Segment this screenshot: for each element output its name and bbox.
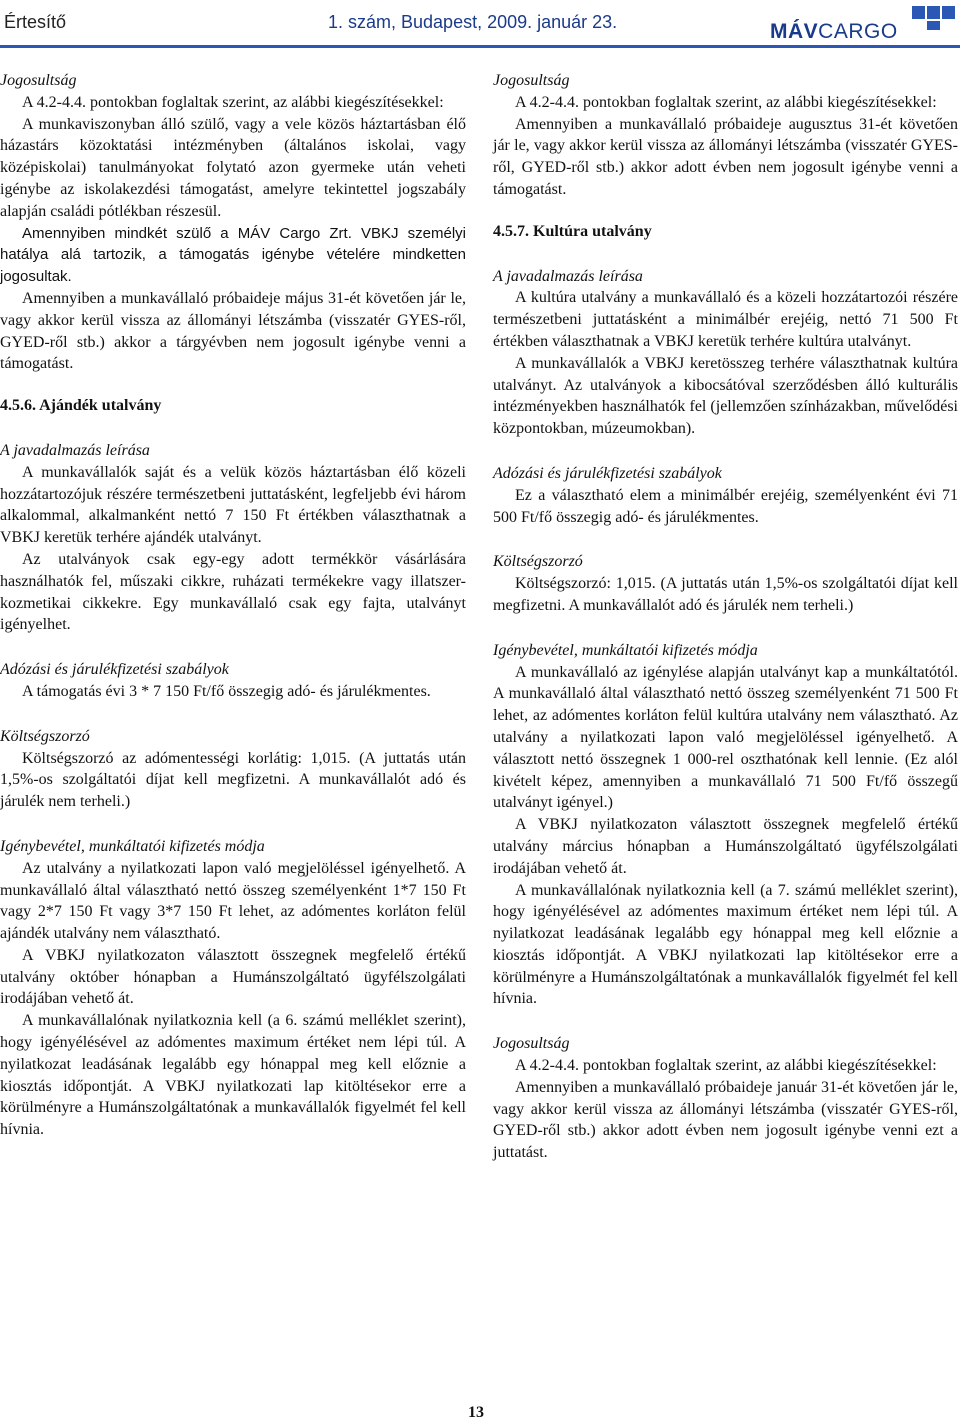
paragraph: A munkavállalónak nyilatkoznia kell (a 7. számú melléklet szerint), hogy igényélésével az adómentes maximum értéket nem lépi túl. A nyilatkozat leadásának legalább egy hónappal meg kell előznie a kiosztás időpontját. A VBKJ nyilatkozati lap kitöltésekor erre a körülményre a Humánszolgáltatónak a munkavállalók figyelmét fel kell hívnia. — [493, 881, 958, 1008]
cost-multiplier-heading: Költségszorzó — [493, 553, 583, 571]
paragraph: Költségszorzó: 1,015. (A juttatás után 1,5%-os szolgáltatói díjat kell megfizetni. A munkavállalót adó és járulék nem terheli.) — [493, 575, 958, 614]
page-header — [0, 0, 960, 46]
paragraph: Költségszorzó az adómentességi korlátig: 1,015. (A juttatás után 1,5%-os szolgáltatói díjat kell megfizetni. A munkavállalót adó és járulék nem terheli.) — [0, 749, 466, 811]
logo-text — [770, 20, 898, 44]
paragraph: A munkavállaló az igénylése alapján utalványt kap a munkáltatótól. A munkavállaló által választható nettó összeg személyenként 71 500 Ft lehet, az adómentes korláton felül kultúra utalvány nem választható. Az utalvány a nyilatkozati lapon való megjelöléssel igényelhető. A választott nettó összegnek 1 000-rel oszthatónak kell lennie. (Ez alól kivételt képez, amennyiben a munkavállaló 71 500 Ft/fő összegű utalványt igényel.) — [493, 663, 958, 812]
paragraph: Amennyiben a munkavállaló próbaideje május 31-ét követően jár le, vagy akkor kerül vissza az állományi létszámba (visszatér GYES-ről, GYED-ről stb.) akkor a tárgyévben nem jogosult igénybe venni a támogatást. — [0, 289, 466, 373]
paragraph: A munkaviszonyban álló szülő, vagy a vele közös háztartásban élő házastárs közoktatási intézményben (általános iskolai, vagy középiskolai) tanulmányokat folytató azon gyermeke után veheti igénybe az iskolakezdési támogatást, amelyre tekintettel jogszabály alapján családi pótlékban részesül. — [0, 115, 466, 220]
left-column — [0, 70, 466, 1141]
section-heading: 4.5.7. Kultúra utalvány — [493, 222, 652, 240]
paragraph: A 4.2-4.4. pontokban foglaltak szerint, az alábbi kiegészítésekkel: — [22, 93, 444, 111]
paragraph: Az utalványok csak egy-egy adott termékkör vásárlására használhatók fel, műszaki cikkre, ruházati termékekre vagy illatszer-kozmetikai cikkekre. Egy munkavállaló csak egy fajta, utalványt igényelhet. — [0, 550, 466, 634]
paragraph: Amennyiben a munkavállaló próbaideje augusztus 31-ét követően jár le, vagy akkor kerül vissza az állományi létszámba (visszatér GYES-ről, GYED-ről stb.) akkor adott évben nem jogosult igénybe venni a támogatást. — [493, 115, 958, 198]
mav-cargo-logo — [770, 6, 956, 43]
header-rule — [0, 45, 960, 48]
paragraph: A támogatás évi 3 * 7 150 Ft/fő összegig adó- és járulékmentes. — [22, 682, 431, 700]
page-number: 13 — [468, 1404, 484, 1421]
claim-heading: Igénybevétel, munkáltatói kifizetés módja — [0, 837, 265, 855]
logo-square-1 — [912, 6, 925, 19]
logo-square-4 — [927, 21, 940, 30]
paragraph: Amennyiben mindkét szülő a MÁV Cargo Zrt. VBKJ személyi hatálya alá tartozik, a támogatás igénybe vételére mindketten jogosultak. — [0, 224, 466, 286]
section-heading: 4.5.6. Ajándék utalvány — [0, 397, 162, 415]
tax-heading: Adózási és járulékfizetési szabályok — [0, 661, 229, 679]
logo-square-2 — [927, 6, 940, 19]
description-heading: A javadalmazás leírása — [0, 441, 150, 459]
description-heading: A javadalmazás leírása — [493, 267, 643, 285]
tax-heading: Adózási és járulékfizetési szabályok — [493, 464, 722, 482]
eligibility-heading: Jogosultság — [0, 72, 77, 89]
paragraph: A kultúra utalvány a munkavállaló és a közeli hozzátartozói részére természetbeni juttatásként a minimálbér erejéig, nettó 71 500 Ft értékben választhatnak a VBKJ keretük terhére kultúra utalványt. — [493, 289, 958, 350]
paragraph: A 4.2-4.4. pontokban foglaltak szerint, az alábbi kiegészítésekkel: — [515, 93, 937, 111]
paragraph: A munkavállalók a VBKJ keretösszeg terhére választhatnak kultúra utalványt. Az utalványok a kibocsátóval szerződésben álló kulturális intézményekben használhatók fel (jellemzően színházakban, művelődési központokban, múzeumokban). — [493, 354, 958, 438]
paragraph: A VBKJ nyilatkozaton választott összegnek megfelelő értékű utalvány október hónapban a Humánszolgáltató ügyfélszolgálati irodájában vehető át. — [0, 946, 466, 1008]
paragraph: A munkavállalók saját és a velük közös háztartásban élő közeli hozzátartozójuk részére természetbeni juttatásként, legfeljebb évi három alkalommal, alkalmanként nettó 7 150 Ft értékben választhatnak a VBKJ keretük terhére ajándék utalványt. — [0, 463, 466, 547]
right-column — [493, 70, 958, 1164]
issue-info: 1. szám, Budapest, 2009. január 23. — [328, 12, 618, 32]
logo-text-bold: MÁV — [770, 20, 819, 43]
paragraph: A VBKJ nyilatkozaton választott összegnek megfelelő értékű utalvány március hónapban a Humánszolgáltató ügyfélszolgálati irodájában vehető át. — [493, 816, 958, 877]
logo-text-light: CARGO — [818, 20, 898, 43]
claim-heading: Igénybevétel, munkáltatói kifizetés módja — [493, 641, 758, 659]
cost-multiplier-heading: Költségszorzó — [0, 727, 90, 745]
publication-name: Értesítő — [4, 12, 67, 32]
eligibility-heading-2: Jogosultság — [493, 1035, 570, 1053]
paragraph: A munkavállalónak nyilatkoznia kell (a 6. számú melléklet szerint), hogy igényélésével az adómentes maximum értéket nem lépi túl. A nyilatkozat leadásának legalább egy hónappal meg kell előznie a kiosztás időpontját. A VBKJ nyilatkozati lap kitöltésekor erre a körülményre a Humánszolgáltatónak a munkavállalók figyelmét fel kell hívnia. — [0, 1012, 466, 1139]
paragraph: Amennyiben a munkavállaló próbaideje január 31-ét követően jár le, vagy akkor kerül vissza az állományi létszámba (visszatér GYES-ről, GYED-ről stb.) akkor adott évben nem jogosult igénybe venni ezt a juttatást. — [493, 1078, 958, 1162]
logo-square-3 — [942, 6, 955, 19]
paragraph: Ez a választható elem a minimálbér erejéig, személyenként évi 71 500 Ft/fő összegig adó- és járulékmentes. — [493, 486, 958, 526]
paragraph: Az utalvány a nyilatkozati lapon való megjelöléssel igényelhető. A munkavállaló által választható nettó összeg személyenként 1*7 150 Ft vagy 2*7 150 Ft vagy 3*7 150 Ft lehet, az adómentes korláton felül ajándék utalvány nem választható. — [0, 859, 466, 943]
paragraph: A 4.2-4.4. pontokban foglaltak szerint, az alábbi kiegészítésekkel: — [515, 1057, 937, 1075]
eligibility-heading: Jogosultság — [493, 72, 570, 89]
